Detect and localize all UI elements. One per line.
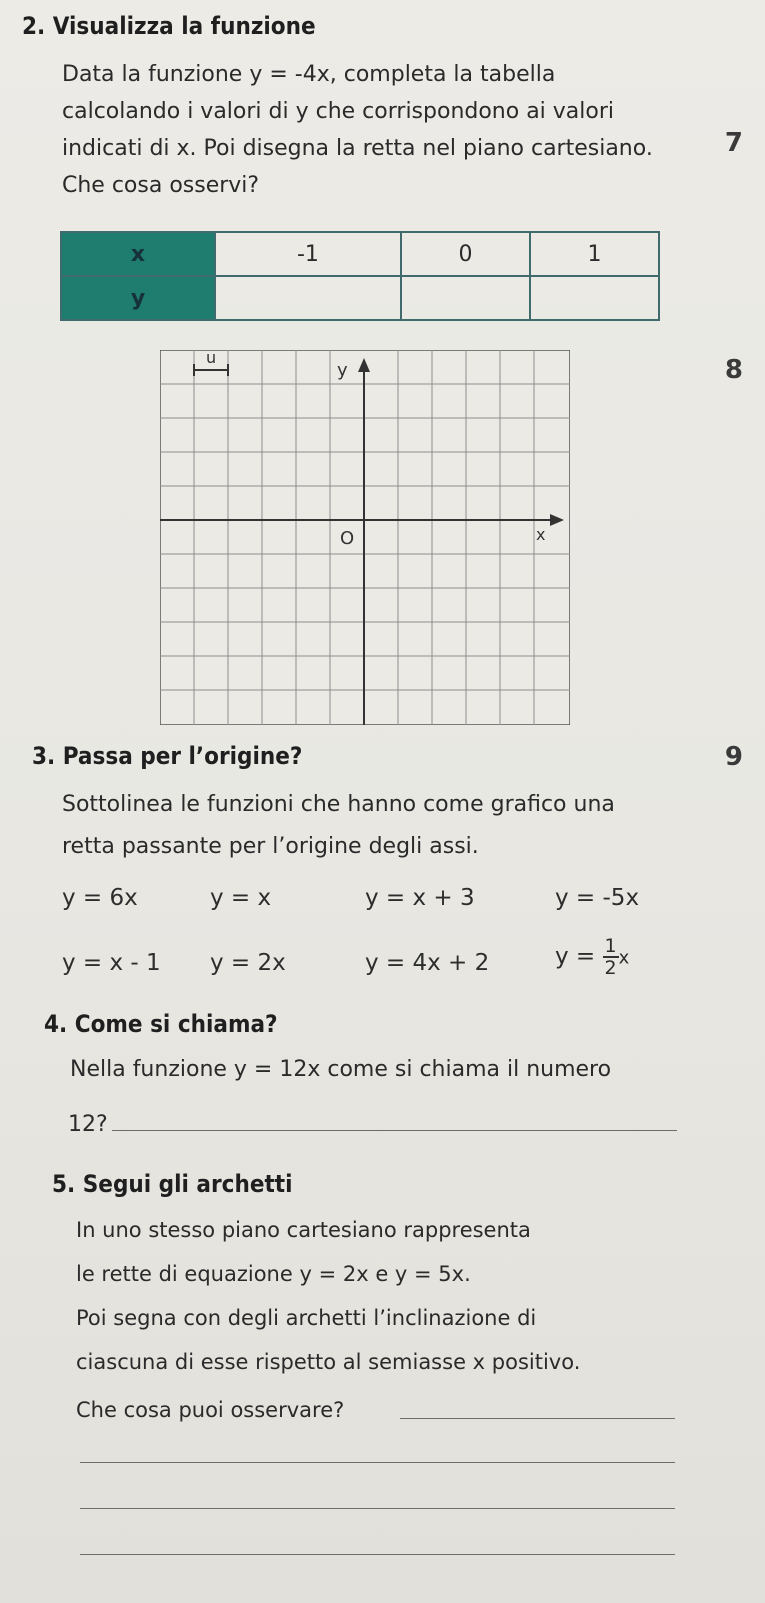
exercise-5-line-1: In uno stesso piano cartesiano rappresenta: [76, 1218, 531, 1242]
equation-2[interactable]: y = x: [210, 885, 272, 911]
unit-label: u: [206, 350, 217, 367]
fraction-one-half: [603, 936, 619, 978]
equation-1[interactable]: y = 6x: [62, 885, 138, 911]
cartesian-grid[interactable]: [160, 350, 570, 725]
exercise-4-text-a: Nella funzione: [70, 1057, 234, 1082]
answer-line-5-4[interactable]: [80, 1554, 675, 1555]
exercise-5-line-5: Che cosa puoi osservare?: [76, 1398, 345, 1422]
exercise-4-text: [70, 1050, 670, 1090]
exercise-4-title: 4. Come si chiama?: [44, 1010, 278, 1038]
y-axis-label: y: [337, 360, 348, 381]
exercise-2-equation: y = -4x: [249, 62, 330, 87]
margin-number-9: 9: [724, 742, 743, 772]
equation-8-variable: x: [618, 947, 630, 969]
fraction-denominator: 2: [604, 957, 617, 979]
exercise-5-title: 5. Segui gli archetti: [52, 1170, 293, 1198]
values-table: [60, 231, 660, 321]
exercise-4-text-b: come si chiama il numero: [320, 1057, 612, 1082]
exercise-3-title: 3. Passa per l’origine?: [32, 742, 303, 770]
exercise-5-line-2-a: le rette di equazione: [76, 1262, 300, 1286]
exercise-4-text-c: 12?: [68, 1112, 108, 1137]
answer-line-5-3[interactable]: [80, 1508, 675, 1509]
exercise-4-equation: y = 12x: [233, 1057, 321, 1082]
fraction-numerator: 1: [604, 935, 617, 957]
exercise-5-line-2: [76, 1256, 471, 1293]
table-header-y: y: [61, 276, 215, 320]
cartesian-grid-svg: [160, 350, 570, 725]
answer-line-5-1[interactable]: [400, 1418, 675, 1419]
exercise-5-line-2-mid: e: [368, 1262, 395, 1286]
exercise-5-line-3: Poi segna con degli archetti l’inclinazione di: [76, 1306, 537, 1330]
table-cell-x-2: 0: [401, 232, 530, 276]
exercise-5-equation-2: y = 5x.: [394, 1262, 471, 1286]
x-axis-label: x: [536, 525, 546, 544]
table-cell-y-1[interactable]: [215, 276, 401, 320]
table-cell-y-3[interactable]: [530, 276, 659, 320]
table-cell-y-2[interactable]: [401, 276, 530, 320]
equation-6[interactable]: y = 2x: [210, 950, 286, 976]
equation-7[interactable]: y = 4x + 2: [365, 950, 490, 976]
answer-line-4[interactable]: [112, 1130, 677, 1131]
exercise-2-text: [62, 56, 672, 204]
exercise-3-text: Sottolinea le funzioni che hanno come grafico una retta passante per l’origine degli assi.: [62, 792, 615, 859]
table-cell-x-3: 1: [530, 232, 659, 276]
table-row-y: [61, 276, 659, 320]
exercise-2-title: 2. Visualizza la funzione: [22, 12, 316, 40]
equation-5[interactable]: y = x - 1: [62, 950, 161, 976]
answer-line-5-2[interactable]: [80, 1462, 675, 1463]
table-row-x: [61, 232, 659, 276]
exercise-5-line-4: ciascuna di esse rispetto al semiasse x positivo.: [76, 1350, 581, 1374]
margin-number-8: 8: [724, 355, 743, 385]
exercise-5-equation-1: y = 2x: [299, 1262, 369, 1286]
exercise-2-text-b: , completa la tabella calcolando i valori di y che corrispondono ai valori indicati di x. Poi disegna la retta nel piano cartesiano. Che cosa osservi?: [62, 62, 653, 198]
margin-number-7: 7: [724, 128, 743, 158]
equation-8-prefix: y =: [555, 943, 596, 970]
equation-4[interactable]: y = -5x: [555, 885, 640, 911]
table-header-x: x: [61, 232, 215, 276]
equation-3[interactable]: y = x + 3: [365, 885, 475, 911]
table-cell-x-1: -1: [215, 232, 401, 276]
exercise-2-text-a: Data la funzione: [62, 62, 250, 87]
equation-8[interactable]: [555, 936, 629, 978]
origin-label: O: [340, 528, 355, 549]
